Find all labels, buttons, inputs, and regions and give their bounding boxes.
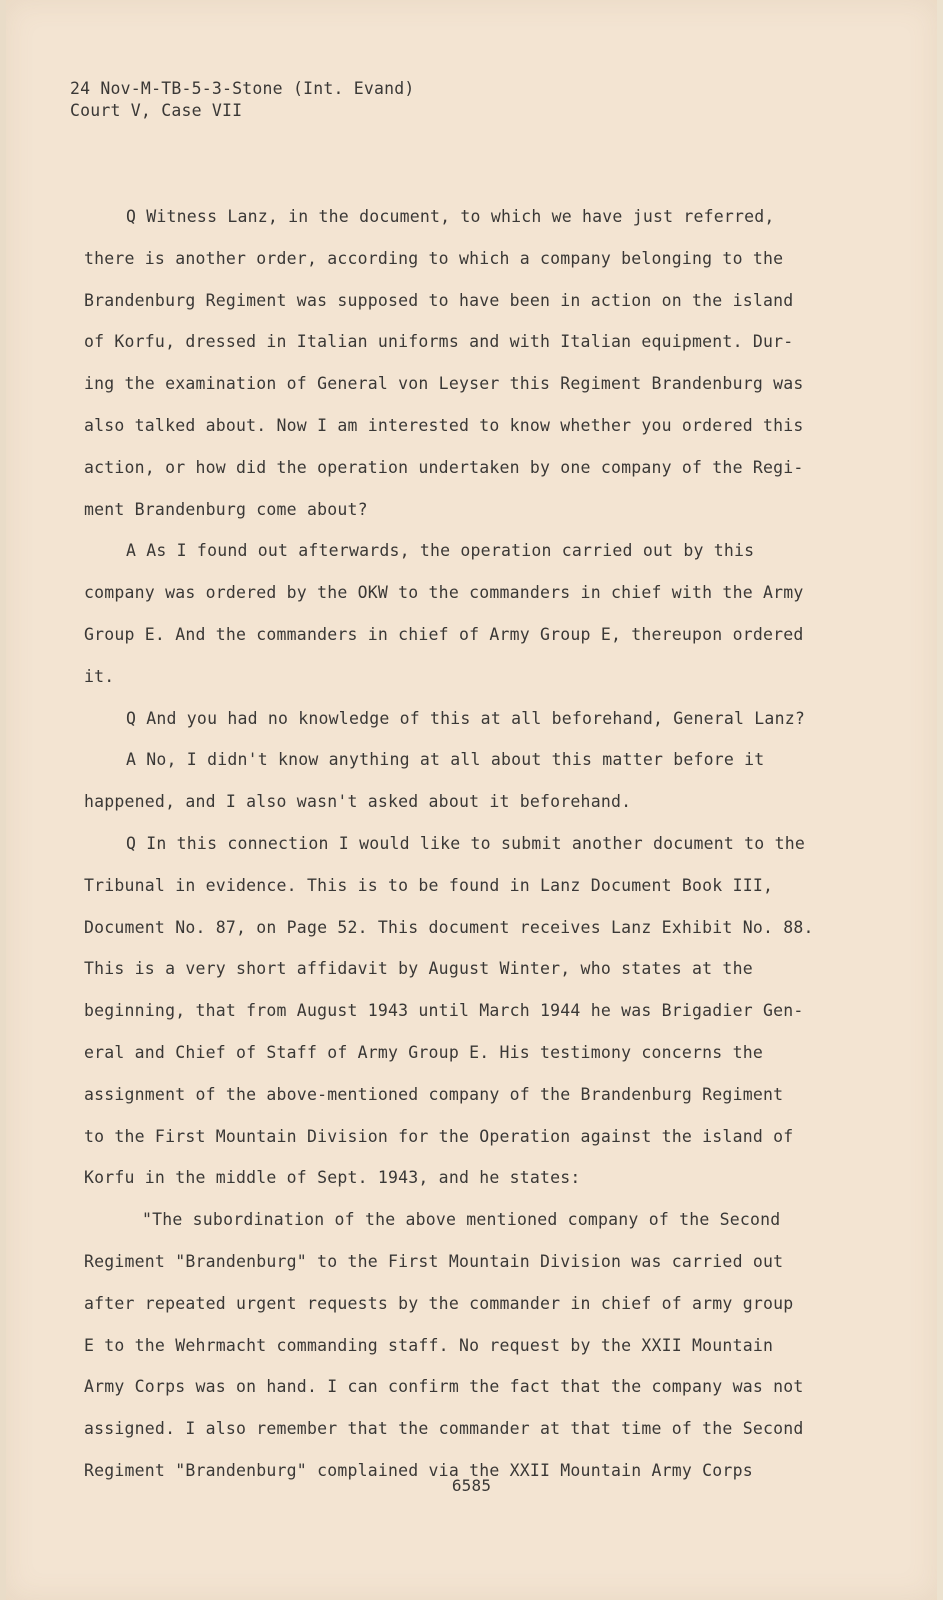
text-line: of Korfu, dressed in Italian uniforms and with Italian equipment. Dur- xyxy=(84,332,794,352)
text-line: assignment of the above-mentioned company of the Brandenburg Regiment xyxy=(84,1084,784,1104)
text-line: Group E. And the commanders in chief of Army Group E, thereupon ordered xyxy=(84,624,804,644)
text-line: A No, I didn't know anything at all about this matter before it xyxy=(126,750,765,770)
text-line: Korfu in the middle of Sept. 1943, and he states: xyxy=(84,1168,581,1188)
text-line: happened, and I also wasn't asked about it beforehand. xyxy=(84,792,632,812)
text-line: E to the Wehrmacht commanding staff. No request by the XXII Mountain xyxy=(84,1335,774,1355)
text-line: Q In this connection I would like to submit another document to the xyxy=(126,833,805,853)
header-court-line: Court V, Case VII xyxy=(70,101,243,120)
text-line: eral and Chief of Staff of Army Group E. His testimony concerns the xyxy=(84,1042,763,1062)
text-line: Regiment "Brandenburg" to the First Mountain Division was carried out xyxy=(84,1251,784,1271)
text-line: to the First Mountain Division for the Operation against the island of xyxy=(84,1126,794,1146)
header-reference-line: 24 Nov-M-TB-5-3-Stone (Int. Evand) xyxy=(70,79,415,98)
text-line: Tribunal in evidence. This is to be found in Lanz Document Book III, xyxy=(84,875,774,895)
text-line: assigned. I also remember that the commander at that time of the Second xyxy=(84,1419,804,1439)
text-line: Regiment "Brandenburg" complained via the XXII Mountain Army Corps xyxy=(84,1460,753,1480)
text-line: ment Brandenburg come about? xyxy=(84,499,368,519)
document-header xyxy=(70,78,415,122)
text-line: Document No. 87, on Page 52. This document receives Lanz Exhibit No. 88. xyxy=(84,917,814,937)
text-line: action, or how did the operation undertaken by one company of the Regi- xyxy=(84,457,804,477)
text-line: Q Witness Lanz, in the document, to which we have just referred, xyxy=(126,207,775,226)
text-line: there is another order, according to which a company belonging to the xyxy=(84,248,784,268)
page-number: 6585 xyxy=(451,1476,492,1495)
text-line: This is a very short affidavit by August Winter, who states at the xyxy=(84,959,753,979)
text-line: after repeated urgent requests by the commander in chief of army group xyxy=(84,1293,794,1313)
text-line: Army Corps was on hand. I can confirm the fact that the company was not xyxy=(84,1377,804,1397)
text-line: "The subordination of the above mentioned company of the Second xyxy=(142,1210,781,1230)
text-line: beginning, that from August 1943 until March 1944 he was Brigadier Gen- xyxy=(84,1001,804,1021)
text-line: Brandenburg Regiment was supposed to have been in action on the island xyxy=(84,290,794,310)
document-page xyxy=(6,0,937,1600)
text-line: A As I found out afterwards, the operation carried out by this xyxy=(126,541,755,561)
text-line: Q And you had no knowledge of this at all beforehand, General Lanz? xyxy=(126,708,805,728)
transcript-body xyxy=(84,196,844,1492)
text-line: also talked about. Now I am interested to know whether you ordered this xyxy=(84,415,804,435)
text-line: it. xyxy=(84,666,115,686)
text-line: company was ordered by the OKW to the commanders in chief with the Army xyxy=(84,583,804,603)
text-line: ing the examination of General von Leyser this Regiment Brandenburg was xyxy=(84,374,804,394)
